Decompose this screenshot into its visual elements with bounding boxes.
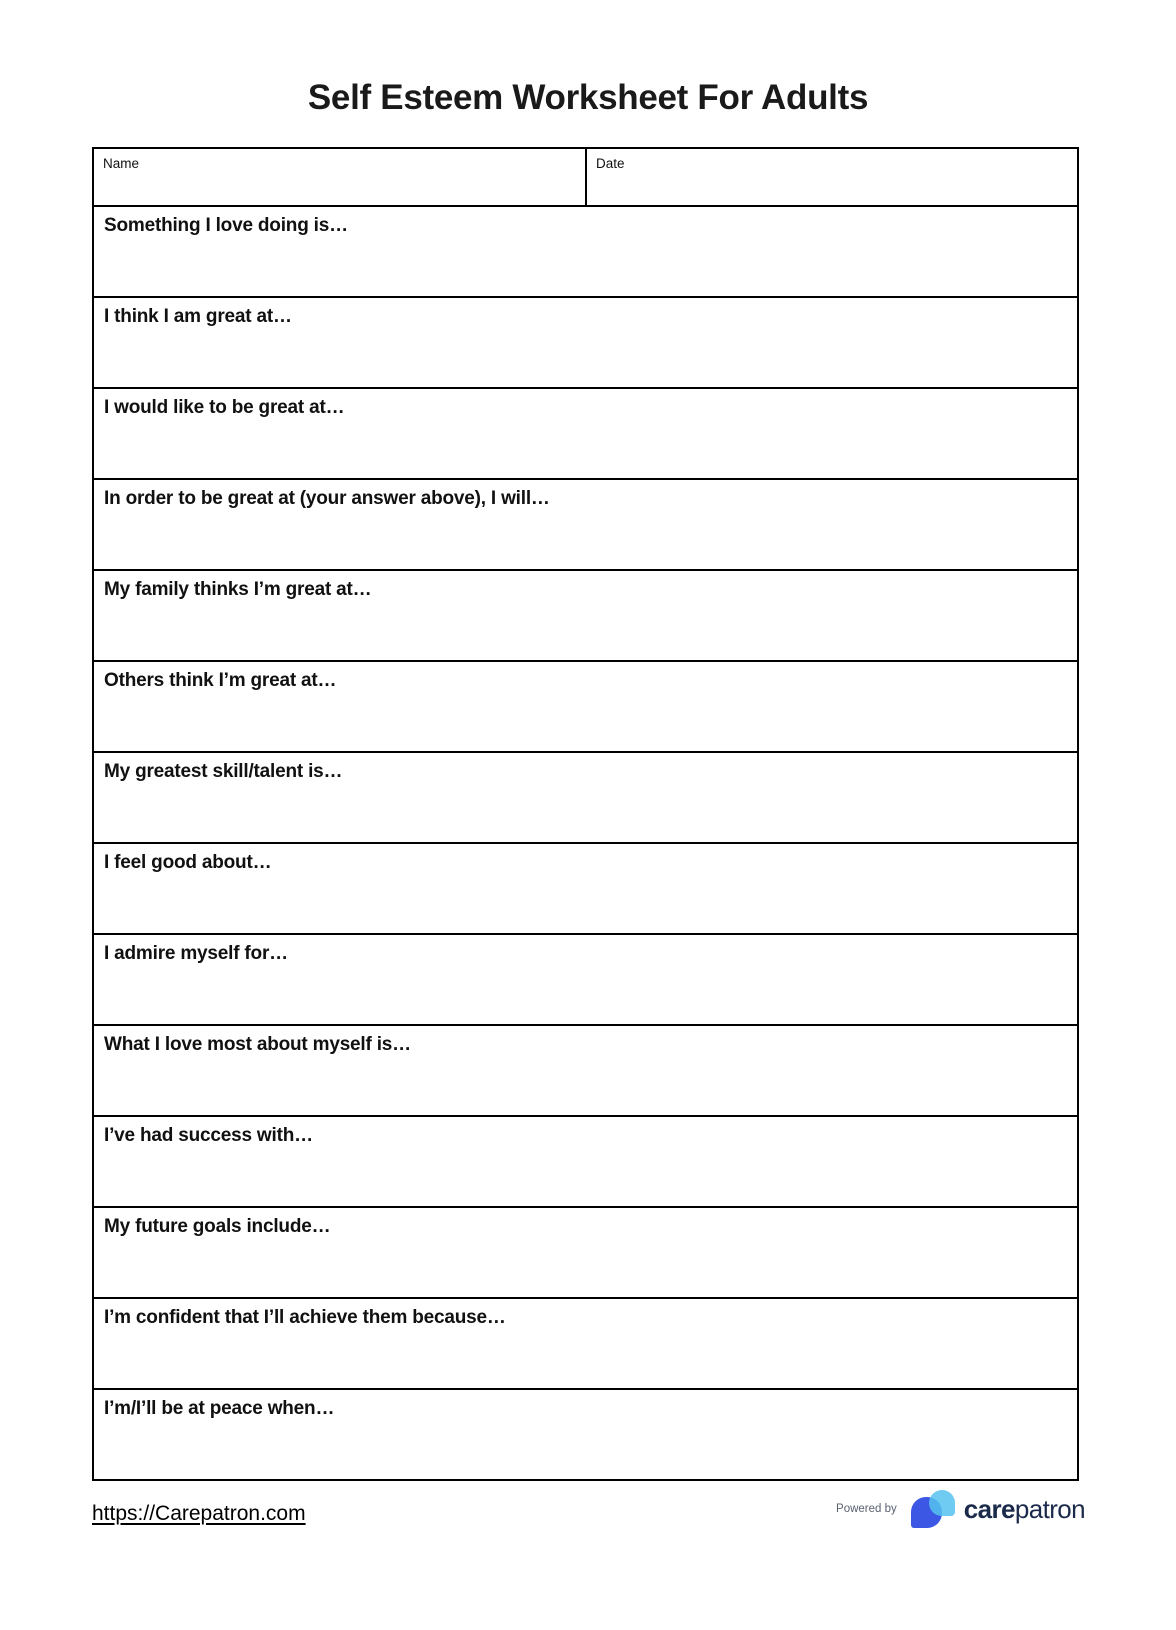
name-field[interactable] [94, 149, 587, 205]
prompt-label: Others think I’m great at… [104, 670, 337, 691]
worksheet-row[interactable] [94, 1117, 1077, 1208]
worksheet-row[interactable] [94, 753, 1077, 844]
prompt-label: My future goals include… [104, 1216, 331, 1237]
worksheet-row[interactable] [94, 571, 1077, 662]
date-field[interactable] [587, 149, 1077, 205]
worksheet-row[interactable] [94, 935, 1077, 1026]
prompt-label: I’m/I’ll be at peace when… [104, 1398, 335, 1419]
name-date-row [94, 149, 1077, 207]
powered-by-badge [836, 1487, 1085, 1531]
name-label: Name [103, 156, 140, 171]
prompt-label: I’m confident that I’ll achieve them because… [104, 1307, 506, 1328]
prompt-label: I’ve had success with… [104, 1125, 313, 1146]
prompt-rows [94, 207, 1077, 1479]
logo-bubble-right [929, 1490, 955, 1516]
date-label: Date [596, 156, 625, 171]
wordmark-care: care [963, 1493, 1015, 1524]
worksheet-row[interactable] [94, 298, 1077, 389]
prompt-label: I think I am great at… [104, 306, 292, 327]
worksheet-row[interactable] [94, 844, 1077, 935]
prompt-label: What I love most about myself is… [104, 1034, 411, 1055]
worksheet-row[interactable] [94, 1299, 1077, 1390]
worksheet-row[interactable] [94, 1208, 1077, 1299]
worksheet-row[interactable] [94, 1026, 1077, 1117]
worksheet-row[interactable] [94, 389, 1077, 480]
prompt-label: I would like to be great at… [104, 397, 345, 418]
prompt-label: My family thinks I’m great at… [104, 579, 372, 600]
wordmark-patron: patron [1014, 1493, 1085, 1524]
worksheet-row[interactable] [94, 207, 1077, 298]
page-title: Self Esteem Worksheet For Adults [307, 78, 869, 117]
powered-by-label: Powered by [836, 1503, 897, 1515]
prompt-label: I admire myself for… [104, 943, 288, 964]
worksheet-row[interactable] [94, 1390, 1077, 1479]
worksheet-table [92, 147, 1079, 1481]
carepatron-wordmark [964, 1494, 1085, 1525]
prompt-label: I feel good about… [104, 852, 272, 873]
prompt-label: My greatest skill/talent is… [104, 761, 343, 782]
carepatron-logo-icon [911, 1490, 955, 1528]
prompt-label: Something I love doing is… [104, 215, 348, 236]
carepatron-link[interactable]: https://Carepatron.com [92, 1502, 306, 1525]
worksheet-row[interactable] [94, 662, 1077, 753]
prompt-label: In order to be great at (your answer above), I will… [104, 488, 550, 509]
worksheet-row[interactable] [94, 480, 1077, 571]
